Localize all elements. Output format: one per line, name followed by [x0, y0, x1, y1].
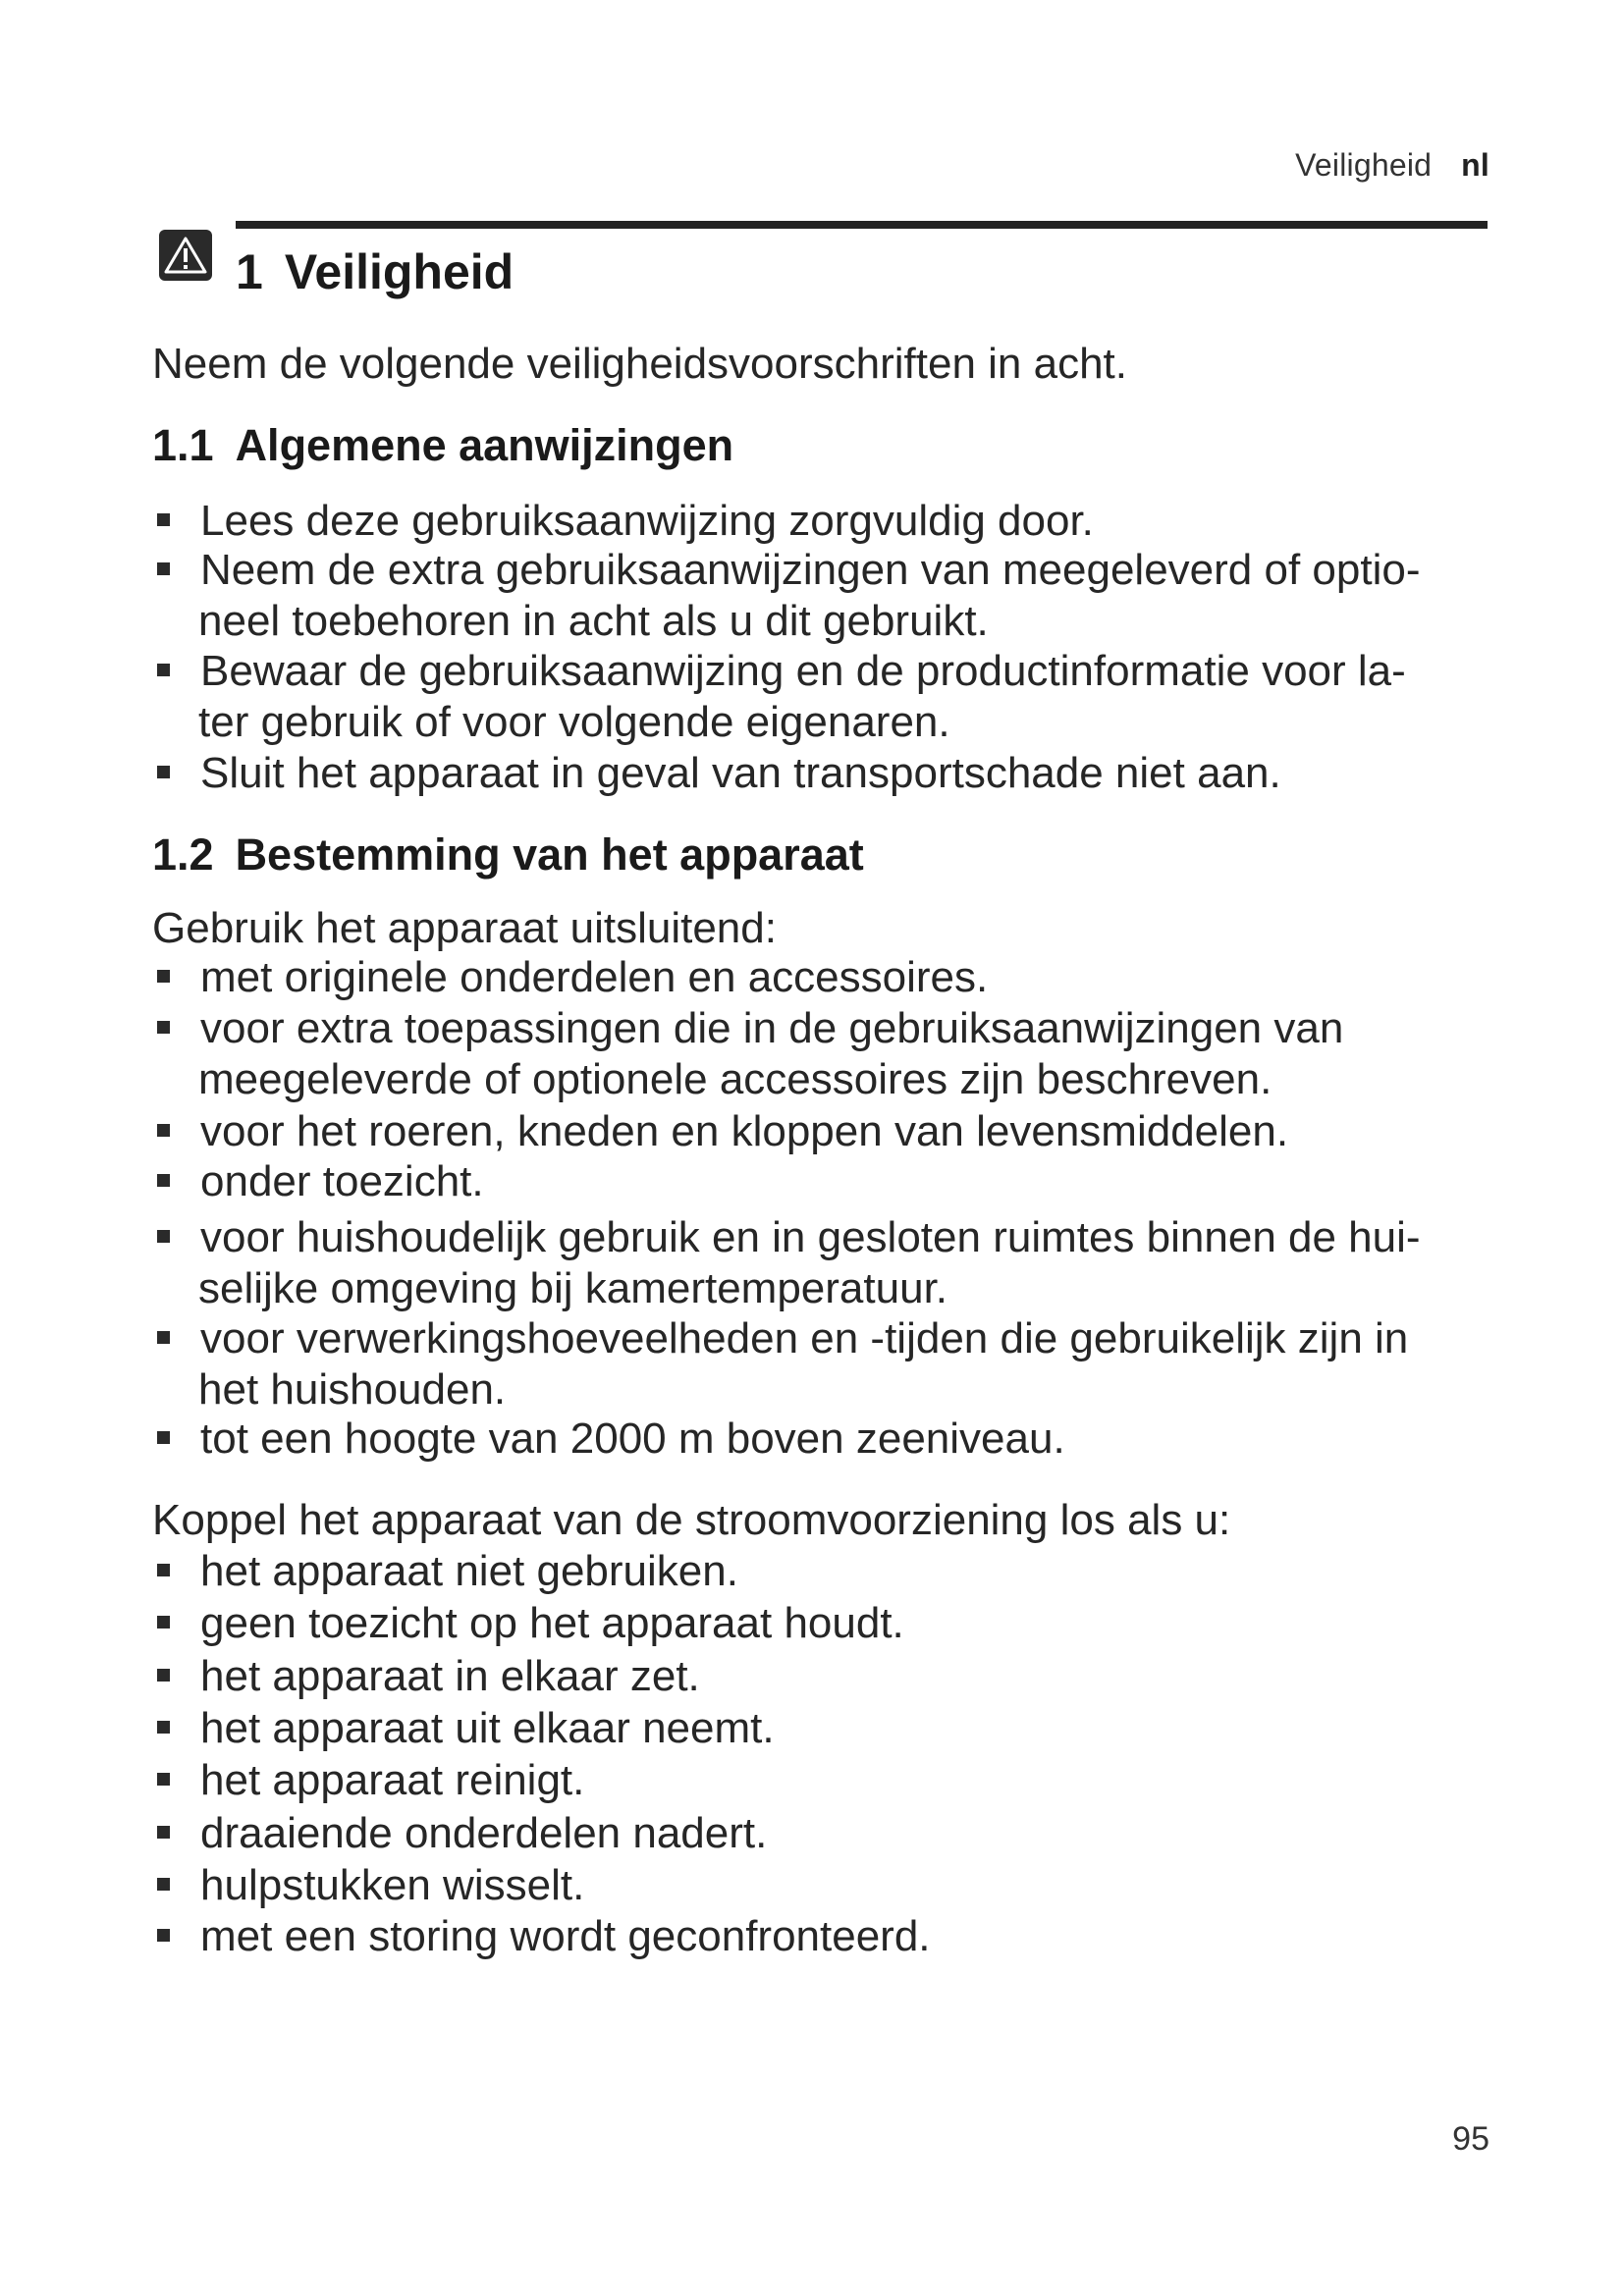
list-item: met een storing wordt geconfronteerd. [155, 1911, 931, 1962]
list-item: het apparaat niet gebruiken. [155, 1546, 738, 1597]
list-item: Bewaar de gebruiksaanwijzing en de productinformatie voor la- ter gebruik of voor volgende eigenaren. [155, 646, 1406, 748]
bullet-square-icon [157, 766, 170, 778]
list-item: voor verwerkingshoeveelheden en -tijden die gebruikelijk zijn in het huishouden. [155, 1313, 1408, 1415]
section-lead-2: Koppel het apparaat van de stroomvoorziening los als u: [152, 1496, 1231, 1544]
list-item: Lees deze gebruiksaanwijzing zorgvuldig door. [155, 496, 1094, 547]
bullet-square-icon [157, 1431, 170, 1444]
bullet-square-icon [157, 1174, 170, 1187]
chapter-rule [236, 221, 1488, 229]
bullet-square-icon [157, 1721, 170, 1734]
bullet-square-icon [157, 970, 170, 983]
bullet-square-icon [157, 1021, 170, 1034]
bullet-square-icon [157, 1929, 170, 1942]
list-item: met originele onderdelen en accessoires. [155, 952, 988, 1003]
list-item: Sluit het apparaat in geval van transportschade niet aan. [155, 748, 1281, 799]
bullet-square-icon [157, 1230, 170, 1243]
list-item: voor huishoudelijk gebruik en in gesloten ruimtes binnen de hui- selijke omgeving bij kamertemperatuur. [155, 1212, 1421, 1314]
section-title: Bestemming van het apparaat [235, 829, 864, 880]
section-number: 1.2 [152, 829, 214, 880]
list-item: het apparaat reinigt. [155, 1755, 584, 1806]
section-heading-1-2 [152, 829, 864, 881]
section-title: Algemene aanwijzingen [235, 420, 734, 470]
list-item: het apparaat in elkaar zet. [155, 1651, 700, 1702]
section-heading-1-1 [152, 420, 733, 471]
list-item: voor extra toepassingen die in de gebruiksaanwijzingen van meegeleverde of optionele accessoires zijn beschreven. [155, 1003, 1343, 1105]
list-item: draaiende onderdelen nadert. [155, 1808, 767, 1859]
header-language-label: nl [1461, 147, 1489, 183]
header-section-label: Veiligheid [1295, 147, 1433, 183]
list-item: voor het roeren, kneden en kloppen van levensmiddelen. [155, 1106, 1288, 1157]
bullet-square-icon [157, 1564, 170, 1576]
bullet-square-icon [157, 513, 170, 526]
list-item: onder toezicht. [155, 1156, 484, 1207]
list-item: Neem de extra gebruiksaanwijzingen van meegeleverd of optio- neel toebehoren in acht als u dit gebruikt. [155, 545, 1420, 647]
list-item: geen toezicht op het apparaat houdt. [155, 1598, 904, 1649]
bullet-square-icon [157, 1878, 170, 1891]
bullet-square-icon [157, 1773, 170, 1786]
intro-paragraph: Neem de volgende veiligheidsvoorschriften in acht. [152, 340, 1128, 388]
running-header [1295, 147, 1489, 184]
bullet-square-icon [157, 664, 170, 676]
page-number: 95 [1452, 2120, 1489, 2158]
bullet-square-icon [157, 1826, 170, 1839]
bullet-square-icon [157, 1331, 170, 1344]
bullet-square-icon [157, 1669, 170, 1682]
chapter-title [236, 243, 514, 300]
bullet-square-icon [157, 1616, 170, 1629]
list-item: het apparaat uit elkaar neemt. [155, 1703, 775, 1754]
section-number: 1.1 [152, 420, 214, 470]
chapter-number: 1 [236, 244, 263, 299]
list-item: hulpstukken wisselt. [155, 1860, 584, 1911]
warning-triangle-icon [157, 228, 214, 283]
bullet-square-icon [157, 562, 170, 575]
chapter-title-text: Veiligheid [284, 244, 514, 299]
section-lead: Gebruik het apparaat uitsluitend: [152, 904, 777, 952]
bullet-square-icon [157, 1124, 170, 1137]
list-item: tot een hoogte van 2000 m boven zeeniveau. [155, 1414, 1065, 1465]
